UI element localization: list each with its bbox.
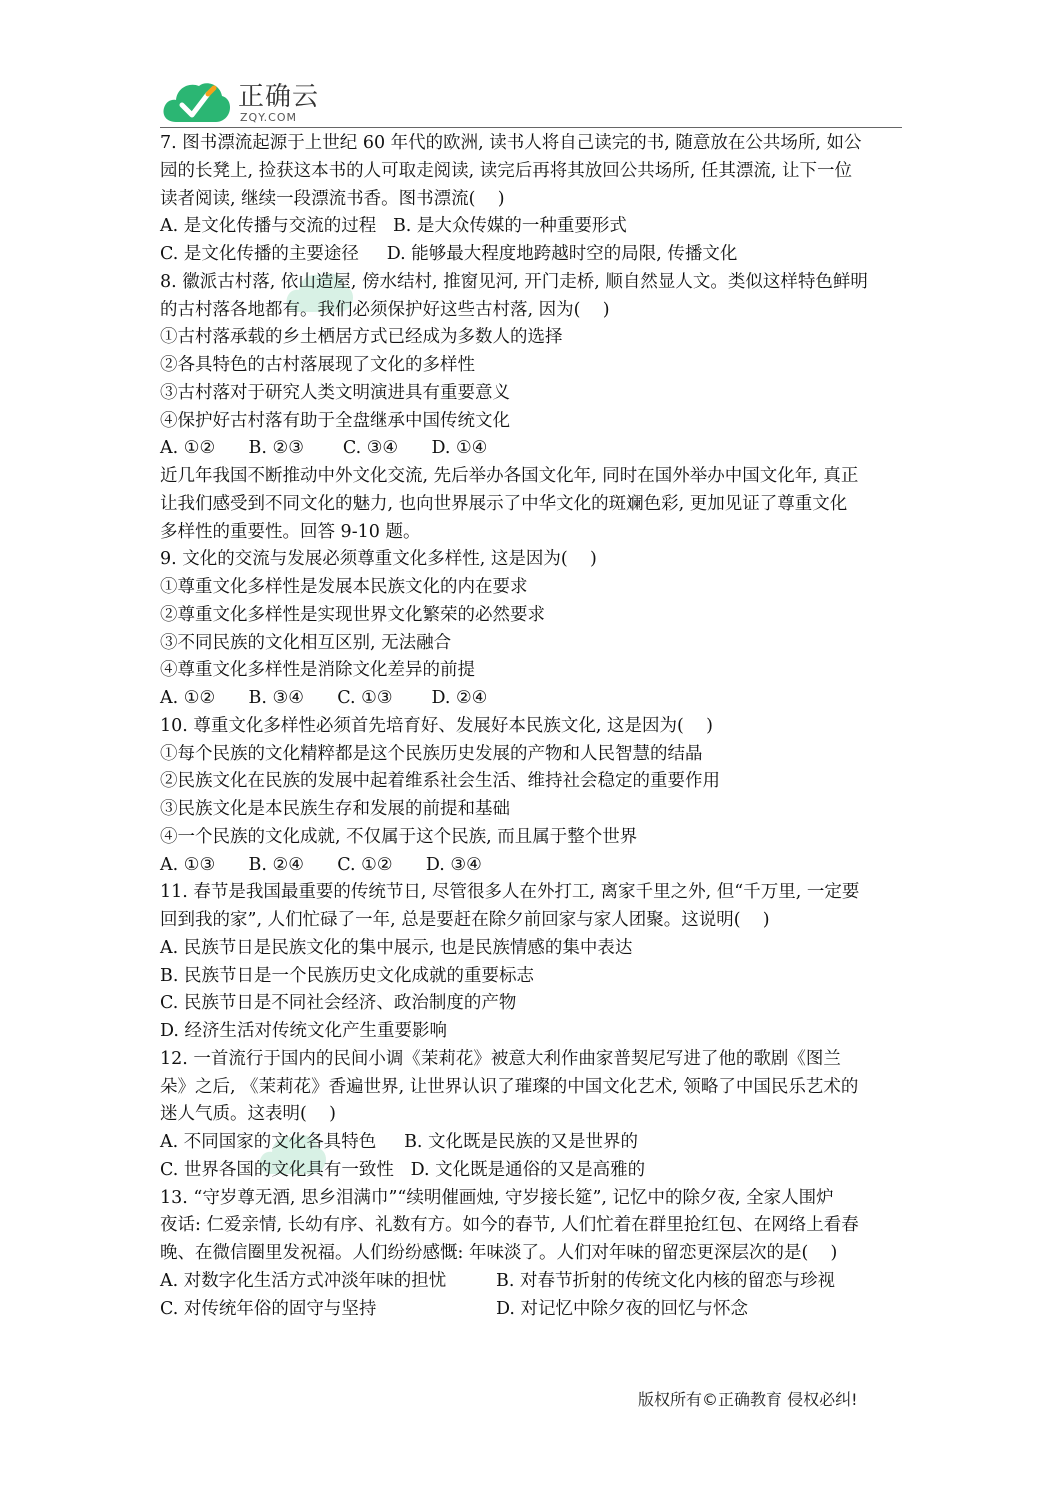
logo-domain: ZQY.COM [240, 111, 298, 124]
document-line: 的古村落各地都有。我们必须保护好这些古村落, 因为( ) [160, 299, 610, 320]
document-line: 7. 图书漂流起源于上世纪 60 年代的欧洲, 读书人将自己读完的书, 随意放在公共场所, 如公 [160, 133, 862, 153]
document-line: ④一个民族的文化成就, 不仅属于这个民族, 而且属于整个世界 [160, 826, 638, 847]
document-line: D. 经济生活对传统文化产生重要影响 [160, 1021, 448, 1041]
logo-name: 正确云 [238, 82, 320, 112]
document-line: 8. 徽派古村落, 依山造屋, 傍水结村, 推窗见河, 开门走桥, 顺自然显人文。类似这样特色鲜明 [160, 271, 868, 292]
document-line: 迷人气质。这表明( ) [160, 1104, 336, 1125]
document-line: ②民族文化在民族的发展中起着维系社会生活、维持社会稳定的重要作用 [160, 771, 720, 792]
document-line: 夜话: 仁爱亲情, 长幼有序、礼数有方。如今的春节, 人们忙着在群里抢红包、在网络上看春 [160, 1215, 859, 1236]
document-line: ②各具特色的古村落展现了文化的多样性 [160, 355, 475, 375]
document-line: A. 不同国家的文化各具特色 B. 文化既是民族的又是世界的 [160, 1132, 639, 1152]
header-divider [160, 127, 902, 128]
option-left: A. 对数字化生活方式冲淡年味的担忧 [160, 1270, 447, 1291]
document-line: A. ①③ B. ②④ C. ①② D. ③④ [160, 854, 482, 875]
copyright-footer: 版权所有©正确教育 侵权必纠! [638, 1390, 858, 1409]
document-line [160, 1268, 902, 1296]
document-line: 读者阅读, 继续一段漂流书香。图书漂流( ) [160, 188, 505, 209]
document-line: A. 是文化传播与交流的过程 B. 是大众传媒的一种重要形式 [160, 216, 627, 237]
document-line: 13. “守岁尊无酒, 思乡泪满巾”“续明催画烛, 守岁接长筵”, 记忆中的除夕夜, 全家人围炉 [160, 1187, 834, 1208]
document-line: 晚、在微信圈里发祝福。人们纷纷感慨: 年味淡了。人们对年味的留恋更深层次的是( ) [160, 1243, 838, 1263]
document-line: ④保护好古村落有助于全盘继承中国传统文化 [160, 410, 510, 431]
document-line: B. 民族节日是一个民族历史文化成就的重要标志 [160, 965, 534, 986]
document-line: ②尊重文化多样性是实现世界文化繁荣的必然要求 [160, 604, 545, 625]
option-right: D. 对记忆中除夕夜的回忆与怀念 [496, 1298, 749, 1319]
document-body [160, 130, 902, 1323]
document-line: 朵》之后, 《茉莉花》香遍世界, 让世界认识了璀璨的中国文化艺术, 领略了中国民乐艺术的 [160, 1076, 859, 1097]
brand-logo [162, 78, 322, 126]
document-line: 让我们感受到不同文化的魅力, 也向世界展示了中华文化的斑斓色彩, 更加见证了尊重文化 [160, 493, 848, 514]
document-line: 近几年我国不断推动中外文化交流, 先后举办各国文化年, 同时在国外举办中国文化年, 真正 [160, 466, 859, 486]
document-line: 多样性的重要性。回答 9-10 题。 [160, 521, 421, 542]
document-line: ①每个民族的文化精粹都是这个民族历史发展的产物和人民智慧的结晶 [160, 743, 703, 764]
document-line: ④尊重文化多样性是消除文化差异的前提 [160, 660, 475, 681]
document-line: C. 是文化传播的主要途径 D. 能够最大程度地跨越时空的局限, 传播文化 [160, 244, 738, 264]
cloud-check-logo-icon [162, 78, 232, 126]
document-line: ①古村落承载的乡土栖居方式已经成为多数人的选择 [160, 327, 563, 348]
document-line: A. ①② B. ②③ C. ③④ D. ①④ [160, 438, 488, 459]
document-line: ①尊重文化多样性是发展本民族文化的内在要求 [160, 577, 528, 597]
document-line: ③不同民族的文化相互区别, 无法融合 [160, 632, 452, 653]
document-line: 12. 一首流行于国内的民间小调《茉莉花》被意大利作曲家普契尼写进了他的歌剧《图兰 [160, 1048, 841, 1069]
document-line: 11. 春节是我国最重要的传统节日, 尽管很多人在外打工, 离家千里之外, 但“千万里, 一定要 [160, 882, 860, 903]
document-line [160, 1296, 902, 1324]
document-line: 10. 尊重文化多样性必须首先培育好、发展好本民族文化, 这是因为( ) [160, 715, 713, 736]
document-line: C. 民族节日是不同社会经济、政治制度的产物 [160, 993, 517, 1014]
option-left: C. 对传统年俗的固守与坚持 [160, 1298, 377, 1319]
document-line: 回到我的家”, 人们忙碌了一年, 总是要赶在除夕前回家与家人团聚。这说明( ) [160, 910, 770, 930]
option-right: B. 对春节折射的传统文化内核的留恋与珍视 [496, 1270, 835, 1291]
document-line: ③民族文化是本民族生存和发展的前提和基础 [160, 799, 510, 819]
document-line: C. 世界各国的文化具有一致性 D. 文化既是通俗的又是高雅的 [160, 1159, 646, 1180]
document-line: 园的长凳上, 捡获这本书的人可取走阅读, 读完后再将其放回公共场所, 任其漂流, 让下一位 [160, 160, 852, 181]
document-line: 9. 文化的交流与发展必须尊重文化多样性, 这是因为( ) [160, 549, 597, 570]
document-line: A. ①② B. ③④ C. ①③ D. ②④ [160, 688, 488, 708]
document-line: ③古村落对于研究人类文明演进具有重要意义 [160, 382, 510, 403]
document-line: A. 民族节日是民族文化的集中展示, 也是民族情感的集中表达 [160, 937, 633, 958]
